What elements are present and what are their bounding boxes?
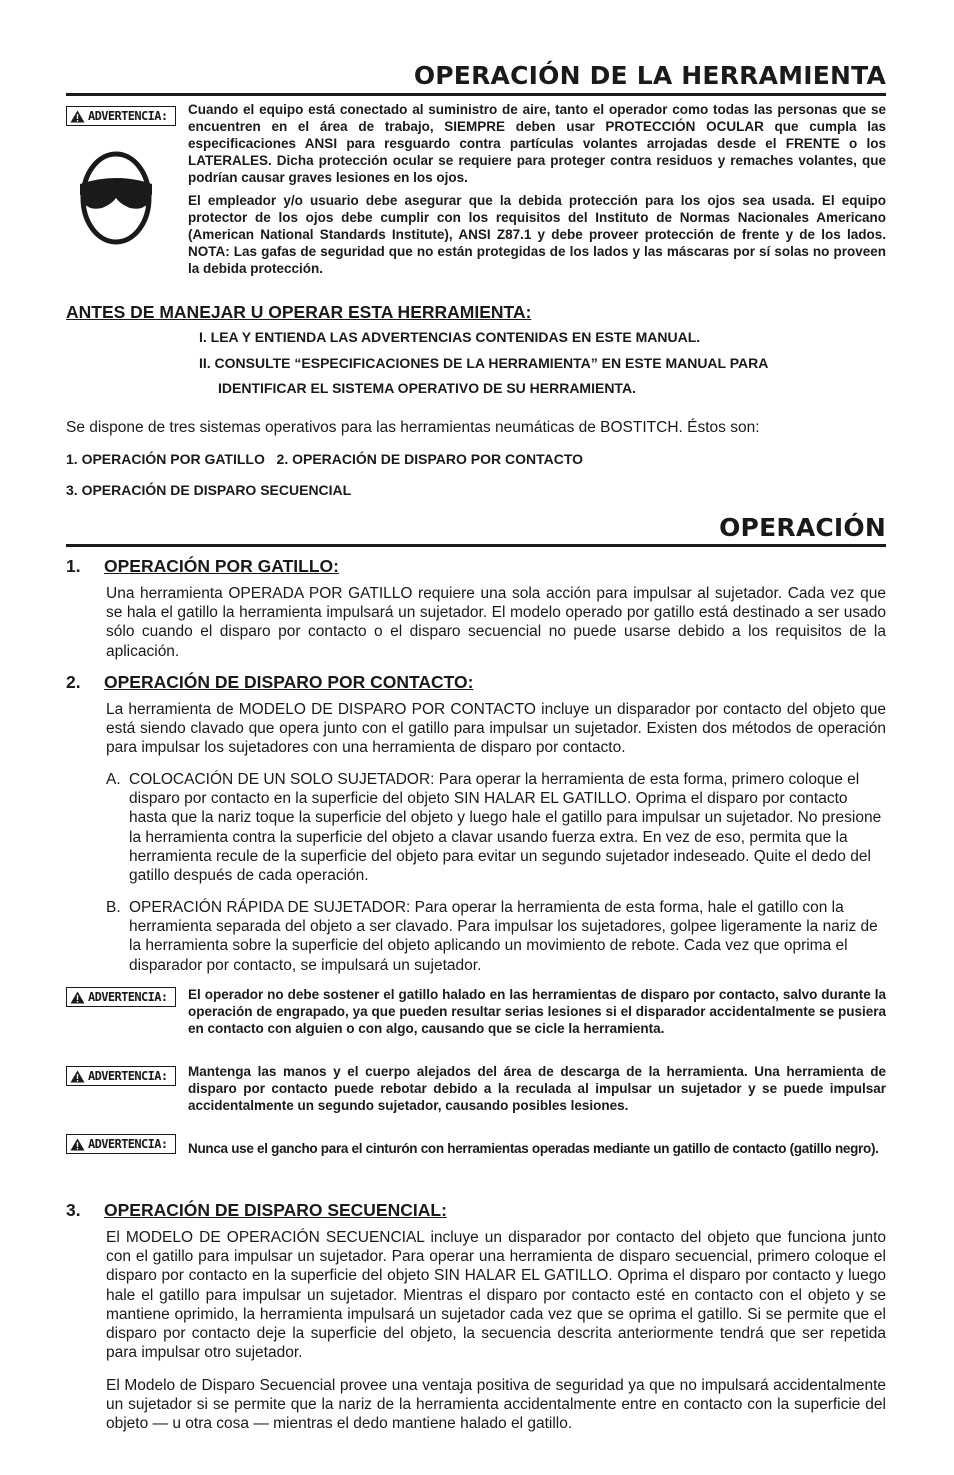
before-operating-heading: ANTES DE MANEJAR U OPERAR ESTA HERRAMIENTA: bbox=[66, 302, 532, 322]
list-item-a bbox=[106, 770, 886, 885]
list-item-b bbox=[106, 898, 886, 975]
warning-badge bbox=[66, 1066, 176, 1086]
section-2-body: La herramienta de MODELO DE DISPARO POR CONTACTO incluye un disparador por contacto del objeto que está siendo clavado que opera junto con el gatillo para impulsar un sujetador. Existen dos métodos de operación para impulsar los sujetadores con una herramienta de disparo por contacto. bbox=[106, 701, 886, 757]
section-1-heading bbox=[66, 556, 339, 577]
systems-intro: Se dispone de tres sistemas operativos para las herramientas neumáticas de BOSTITCH. Éstos son: bbox=[66, 419, 760, 436]
warning-label: ADVERTENCIA: bbox=[88, 1069, 168, 1083]
eye-protection-warning bbox=[188, 101, 886, 283]
warning-label: ADVERTENCIA: bbox=[88, 990, 168, 1004]
systems-list-line-1: 1. OPERACIÓN POR GATILLO 2. OPERACIÓN DE DISPARO POR CONTACTO bbox=[66, 451, 584, 467]
contact-trip-warning-1: El operador no debe sostener el gatillo halado en las herramientas de disparo por contacto, salvo durante la operación de engrapado, ya que pueden resultar serias lesiones si el disparador accidentalmente se pusiera en contacto con alguien o con algo, causando que se cicle la herramienta. bbox=[188, 987, 886, 1036]
warning-triangle-icon bbox=[70, 1138, 85, 1151]
warning-badge bbox=[66, 1134, 176, 1154]
warning-badge bbox=[66, 987, 176, 1007]
section-2-heading bbox=[66, 672, 473, 693]
before-item-1: I. LEA Y ENTIENDA LAS ADVERTENCIAS CONTENIDAS EN ESTE MANUAL. bbox=[199, 329, 701, 345]
operation-title: OPERACIÓN bbox=[719, 513, 886, 542]
section-number: 3. bbox=[66, 1200, 81, 1220]
section-title: OPERACIÓN POR GATILLO: bbox=[104, 556, 339, 576]
section-title: OPERACIÓN DE DISPARO POR CONTACTO: bbox=[104, 672, 474, 692]
section-number: 2. bbox=[66, 672, 81, 692]
before-item-2: II. CONSULTE “ESPECIFICACIONES DE LA HERRAMIENTA” EN ESTE MANUAL PARA bbox=[199, 355, 769, 371]
warning-label: ADVERTENCIA: bbox=[88, 109, 168, 123]
list-letter: B. bbox=[106, 899, 121, 916]
page-title: OPERACIÓN DE LA HERRAMIENTA bbox=[413, 61, 886, 90]
systems-list-line-2: 3. OPERACIÓN DE DISPARO SECUENCIAL bbox=[66, 482, 352, 498]
warning-triangle-icon bbox=[70, 991, 85, 1004]
section-number: 1. bbox=[66, 556, 81, 576]
section-3-body: El MODELO DE OPERACIÓN SECUENCIAL incluye un disparador por contacto del objeto que funciona junto con el gatillo para impulsar un sujetador. Para operar una herramienta de disparo secuencial, primero coloque el disparo por contacto en la superficie del objeto SIN HALAR EL GATILLO. Oprima el disparo por contacto y luego hale el gatillo para impulsar un sujetador. Mientras el disparo por contacto esté en contacto con el objeto y se mantiene oprimido, la herramienta impulsará un sujetador cada vez que se oprima el gatillo. Si se permite que el disparo por contacto deje la superficie del objeto, la secuencia descrita anteriormente tendrá que ser repetida para impulsar otro sujetador. bbox=[106, 1229, 886, 1362]
list-letter: A. bbox=[106, 771, 121, 788]
operation-rule bbox=[66, 544, 886, 547]
belt-hook-warning: Nunca use el gancho para el cinturón con herramientas operadas mediante un gatillo de contacto (gatillo negro). bbox=[188, 1141, 879, 1156]
list-text: OPERACIÓN RÁPIDA DE SUJETADOR: Para operar la herramienta de esta forma, hale el gatillo con la herramienta separada del objeto a ser clavado. Para impulsar los sujetadores, golpee ligeramente la nariz de la herramienta sobre la superficie del objeto aplicando un movimiento de rebote. Cada vez que oprima el disparador por contacto, se impulsará un sujetador. bbox=[129, 899, 878, 974]
warning-triangle-icon bbox=[70, 1070, 85, 1083]
safety-goggles-icon bbox=[74, 148, 158, 246]
warning-triangle-icon bbox=[70, 110, 85, 123]
title-rule bbox=[66, 93, 886, 96]
section-1-body: Una herramienta OPERADA POR GATILLO requiere una sola acción para impulsar al sujetador. Cada vez que se hala el gatillo la herramienta impulsará un sujetador. El modelo operado por gatillo está destinado a ser usado sólo cuando el disparo por contacto o el disparo secuencial no puede usarse debido a los requisitos de la aplicación. bbox=[106, 585, 886, 660]
warning-label: ADVERTENCIA: bbox=[88, 1137, 168, 1151]
section-3-body-2: El Modelo de Disparo Secuencial provee una ventaja positiva de seguridad ya que no impulsará accidentalmente un sujetador si se permite que la nariz de la herramienta accidentalmente entre en contacto con la superficie del objeto — u otra cosa — mientras el dedo mantiene halado el gatillo. bbox=[106, 1377, 886, 1433]
warning-badge bbox=[66, 106, 176, 126]
list-text: COLOCACIÓN DE UN SOLO SUJETADOR: Para operar la herramienta de esta forma, primero coloque el disparo por contacto en la superficie del objeto SIN HALAR EL GATILLO. Oprima el disparo por contacto hasta que la nariz toque la superficie del objeto y luego hale el gatillo para impulsar un sujetador. No presione la herramienta contra la superficie del objeto a clavar usando fuerza extra. En vez de eso, permita que la herramienta recule de la superficie del objeto para evitar un segundo sujetador indeseado. Quite el dedo del gatillo después de cada operación. bbox=[129, 771, 882, 885]
warning-paragraph: Cuando el equipo está conectado al suministro de aire, tanto el operador como todas las personas que se encuentren en el área de trabajo, SIEMPRE deben usar PROTECCIÓN OCULAR que cumpla las especificaciones ANSI para resguardo contra partículas volantes arrojadas desde el FRENTE o los LATERALES. Dicha protección ocular se requiere para proteger contra residuos y remaches volantes, que podrían causar graves lesiones en los ojos. bbox=[188, 102, 886, 185]
before-item-2-continued: IDENTIFICAR EL SISTEMA OPERATIVO DE SU HERRAMIENTA. bbox=[218, 380, 636, 396]
section-3-heading bbox=[66, 1200, 447, 1221]
contact-trip-warning-2: Mantenga las manos y el cuerpo alejados del área de descarga de la herramienta. Una herramienta de disparo por contacto puede rebotar debido a la reculada al impulsar un sujetador y se puede impulsar accidentalmente un segundo sujetador, causando posibles lesiones. bbox=[188, 1064, 886, 1113]
section-title: OPERACIÓN DE DISPARO SECUENCIAL: bbox=[104, 1200, 447, 1220]
warning-paragraph: El empleador y/o usuario debe asegurar que la debida protección para los ojos sea usada. El equipo protector de los ojos debe cumplir con los requisitos del Instituto de Normas Nacionales Americano (American National Standards Institute), ANSI Z87.1 y debe proveer protección de frente y de los lados. NOTA: Las gafas de seguridad que no están protegidas de los lados y las máscaras por sí solas no proveen la debida protección. bbox=[188, 193, 886, 276]
